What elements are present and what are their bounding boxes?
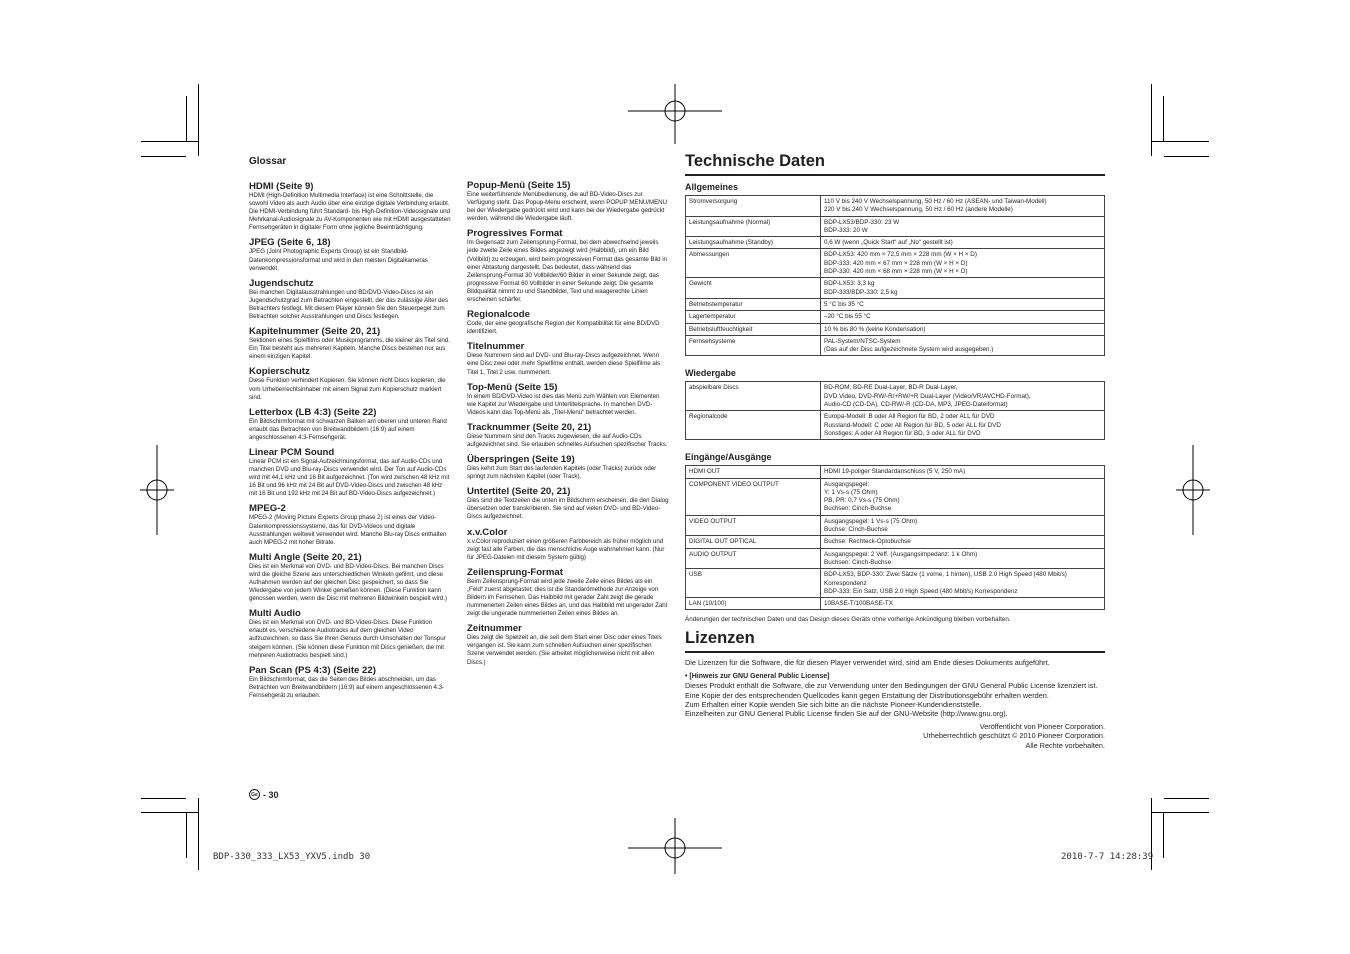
spec-label: Fernsehsysteme: [686, 335, 821, 356]
spec-row: [686, 249, 1105, 278]
glossary-entry: [249, 447, 451, 498]
glossary-entry: [467, 382, 669, 417]
glossary-term: Kapitelnummer (Seite 20, 21): [249, 326, 381, 338]
glossary-definition: Bei manchen Digitalausstrahlungen und BD/DVD-Video-Discs ist ein Jugendschutzgrad zum Betrachten eingestellt, der das zulässige Alter des Betrachters festlegt. Mit diesem Player können Sie den Steuerpegel zum Betrachten solcher Ausstrahlungen und Discs festlegen.: [249, 288, 448, 321]
spec-value: Ausgangspegel: 2 Veff. (Ausgangsimpedanz: 1 k Ohm) Buchsen: Cinch-Buchse: [821, 548, 1105, 569]
spec-label: Gewicht: [686, 278, 821, 299]
glossary-term: Progressives Format: [467, 228, 563, 240]
glossary-term: Überspringen (Seite 19): [467, 454, 575, 466]
spec-row: [686, 536, 1105, 548]
spec-label: HDMI OUT: [686, 466, 821, 478]
spec-row: [686, 278, 1105, 299]
language-badge-icon: Ge: [249, 789, 260, 800]
registration-mark: [140, 445, 174, 535]
gpl-heading: • [Hinweis zur GNU General Public License]: [685, 672, 830, 680]
spec-label: VIDEO OUTPUT: [686, 515, 821, 536]
glossary-definition: Dies ist ein Merkmal von DVD- und BD-Video-Discs. Diese Funktion erlaubt es, verschiedene Audiotracks auf dem gleichen Video aufzuzeichnen, so dass Sie Ihren Genuss durch Umschalten der Tonspur steigern können. (Sie können diese Funktion mit Discs genießen, die mit mehreren Audiotracks bespielt sind.): [249, 619, 446, 659]
glossary-definition: Code, der eine geografische Region der Kompatibilität für eine BD/DVD identifiziert.: [467, 320, 660, 336]
wiedergabe-table: [685, 381, 1105, 440]
glossary-definition: Ein Bildschirmformat, das die Seiten des Bildes abschneiden, um das Betrachten von Breitwandbildern (16:9) auf einem angeschlossenen 4:3-Fernsehgerät zu erlauben.: [249, 675, 445, 699]
glossary-term: Multi Angle (Seite 20, 21): [249, 551, 362, 563]
gpl-paragraph-1: Dieses Produkt enthält die Software, die zur Verwendung unter den Bedingungen der GNU General Public License lizenziert ist. Eine Kopie der des entsprechenden Quellcodes kann gegen Erstattung der Distributionsgebühr erhalten werden.: [685, 681, 1098, 700]
glossary-entry: [467, 623, 669, 666]
glossary-term: Titelnummer: [467, 341, 525, 353]
glossary-definition: Linear PCM ist ein Signal-Aufzeichnungsformat, das auf Audio-CDs und manchen DVD und Blu-ray-Discs verwendet wird. Der Ton auf Audio-CDs wird mit 44,1 kHz und 16 Bit aufgezeichnet. (Ton wird zwischen 48 kHz mit 16 Bit und 96 kHz mit 24 Bit auf DVD-Video-Discs und zwischen 48 kHz mit 16 Bit und 192 kHz mit 24 Bit auf BD-Video-Discs aufgezeichnet.): [249, 457, 450, 498]
spec-row: [686, 466, 1105, 478]
spec-value: BDP-LX53/BDP-330: 23 W BDP-333: 20 W: [821, 216, 1105, 237]
glossary-definition: Dies sind die Textzeilen die unten im Bildschirm erscheinen, die den Dialog übersetzen oder transkribieren. Sie sind auf vielen DVD- und BD-Video-Discs aufgezeichnet.: [467, 497, 669, 521]
glossary-term: Linear PCM Sound: [249, 446, 335, 458]
glossary-definition: MPEG-2 (Moving Picture Experts Group phase 2) ist eines der Video-Datenkompressionssysteme, das für DVD-Videos und digitale Ausstrahlungen weltweit verwendet wird. Manche Blu-ray Discs enthalten auch MPEG-2 mit hoher Bitrate.: [249, 514, 447, 546]
glossary-definition: x.v.Color reproduziert einen größeren Farbbereich als früher möglich und zeigt fast alle Farben, die das menschliche Auge wahrnehmen kann. (Nur für JPEG-Dateien mit diesem System gültig): [467, 537, 665, 561]
spec-label: Leistungsaufnahme (Standby): [686, 237, 821, 249]
spec-row: [686, 382, 1105, 411]
crop-mark: [186, 96, 187, 142]
spec-label: Abmessungen: [686, 249, 821, 278]
spec-value: –20 °C bis 55 °C: [821, 311, 1105, 323]
glossary-entry: [467, 341, 669, 376]
wiedergabe-heading: Wiedergabe: [685, 368, 736, 379]
glossary-definition: Ein Bildschirmformat mit schwarzen Balken am oberen und unteren Rand erlaubt das Betrachten von Breitwandbildern (16:9) auf einem angeschlossenen 4:3-Fernsehgerät.: [249, 417, 447, 441]
specs-title: Technische Daten: [685, 150, 1105, 176]
glossary-definition: In einem BD/DVD-Video ist dies das Menü zum Wählen von Elementen wie Kapitel zur Wiedergabe und Untertitelsprache. In manchen DVD-Videos kann das Top-Menü als „Titel-Menü“ betrachtet werden.: [467, 392, 660, 416]
glossary-entry: [249, 407, 451, 442]
page-number-text: - 30: [263, 789, 279, 800]
page-number: [249, 789, 279, 800]
glossary-entry: [467, 486, 669, 521]
spec-row: [686, 311, 1105, 323]
glossary-definition: Beim Zeilensprung-Format wird jede zweite Zeile eines Bildes als ein „Feld“ zuerst abgetastet; dies ist die Standardmethode zur Anzeige von Bildern im Fernsehen. Das Halbbild mit gerader Zahl zeigt die gerade nummerierten Zeilen eines Bildes an, und das Halbbild mit ungerader Zahl zeigt die ungerade nummerierten Zeilen eines Bildes an.: [467, 577, 668, 618]
crop-mark: [1164, 798, 1209, 799]
spec-row: [686, 515, 1105, 536]
glossary-term: Pan Scan (PS 4:3) (Seite 22): [249, 664, 376, 676]
crop-mark: [141, 798, 186, 799]
crop-mark: [198, 84, 199, 156]
glossary-term: Letterbox (LB 4:3) (Seite 22): [249, 406, 377, 418]
glossary-term: Tracknummer (Seite 20, 21): [467, 421, 592, 433]
spec-value: Ausgangspegel: 1 Vs-s (75 Ohm) Buchse: Cinch-Buchse: [821, 515, 1105, 536]
gpl-paragraph-3: Einzelheiten zur GNU General Public License finden Sie auf der GNU-Website (http://www.gnu.org).: [685, 709, 1008, 719]
spec-value: 110 V bis 240 V Wechselspannung, 50 Hz / 60 Hz (ASEAN- und Taiwan-Modell) 220 V bis 240 V Wechselspannung, 50 Hz / 60 Hz (andere Modelle): [821, 196, 1105, 217]
spec-value: BDP-LX53: 3,3 kg BDP-333/BDP-330: 2,5 kg: [821, 278, 1105, 299]
registration-mark: [628, 84, 722, 144]
crop-mark: [1163, 96, 1164, 142]
crop-mark: [141, 141, 199, 142]
spec-row: [686, 569, 1105, 598]
glossary-entry: [467, 309, 669, 336]
glossary-title: Glossar: [249, 156, 287, 167]
glossary-entry: [249, 366, 451, 401]
licenses-body: [685, 658, 1105, 750]
footer-file: BDP-330_333_LX53_YXV5.indb 30: [213, 852, 371, 862]
spec-label: Regionalcode: [686, 411, 821, 440]
allgemeines-table: [685, 195, 1105, 356]
spec-value: 10BASE-T/100BASE-TX: [821, 598, 1105, 610]
glossary-entry: [249, 665, 451, 700]
specs-note: Änderungen der technischen Daten und das Design dieses Geräts ohne vorherige Ankündigung bleiben vorbehalten.: [685, 616, 1011, 624]
spec-label: USB: [686, 569, 821, 598]
spec-value: BDP-LX53: 420 mm × 72,5 mm × 228 mm (W × H × D) BDP-333: 420 mm × 67 mm × 228 mm (W × H × D) BDP-330: 420 mm × 68 mm × 228 mm (W × H × D): [821, 249, 1105, 278]
glossary-term: Jugendschutz: [249, 277, 314, 289]
glossary-term: Untertitel (Seite 20, 21): [467, 486, 571, 498]
spec-row: [686, 298, 1105, 310]
glossary-entry: [249, 608, 451, 659]
glossary-term: HDMI (Seite 9): [249, 181, 314, 192]
spec-value: Buchse: Rechteck-Optobuchse: [821, 536, 1105, 548]
eingaenge-table: [685, 465, 1105, 610]
spec-label: AUDIO OUTPUT: [686, 548, 821, 569]
registration-mark: [1176, 445, 1210, 535]
registration-mark: [628, 818, 722, 874]
crop-mark: [141, 156, 186, 157]
spec-row: [686, 216, 1105, 237]
crop-mark: [1164, 156, 1209, 157]
glossary-column-2: [467, 180, 669, 672]
crop-mark: [1151, 812, 1209, 813]
publisher-line: Veröffentlicht von Pioneer Corporation.: [979, 721, 1105, 731]
spec-label: COMPONENT VIDEO OUTPUT: [686, 478, 821, 515]
spec-value: PAL-System/NTSC-System (Das auf der Disc aufgezeichnete System wird ausgegeben.): [821, 335, 1105, 356]
glossary-entry: [467, 527, 669, 562]
glossary-entry: [249, 552, 451, 603]
glossary-term: Multi Audio: [249, 608, 301, 620]
glossary-term: Zeitnummer: [467, 623, 522, 635]
glossary-term: Zeilensprung-Format: [467, 566, 563, 578]
spec-row: [686, 411, 1105, 440]
glossary-definition: Eine weiterführende Menübedienung, die auf BD-Video-Discs zur Verfügung steht. Das Popup-Menu erscheint, wenn POPUP MENU/MENU bei der Wiedergabe gedrückt wird und kann bei der Wiedergabe gedrückt werden, während die Wiedergabe läuft.: [467, 191, 667, 223]
spec-label: Stromversorgung: [686, 196, 821, 217]
spec-label: abspielbare Discs: [686, 382, 821, 411]
spec-label: Betriebstemperatur: [686, 298, 821, 310]
crop-mark: [198, 798, 199, 870]
spec-row: [686, 335, 1105, 356]
eingaenge-heading: Eingänge/Ausgänge: [685, 452, 772, 463]
spec-value: BDP-LX53, BDP-330: Zwei Sätze (1 vorne, 1 hinten), USB 2.0 High Speed (480 Mbit/s) Korrespondenz BDP-333: Ein Satz, USB 2.0 High Speed (480 Mbit/s) Korrespondenz: [821, 569, 1105, 598]
allgemeines-heading: Allgemeines: [685, 182, 739, 192]
glossary-entry: [249, 181, 451, 232]
glossary-definition: Diese Nummern sind den Tracks zugewiesen, die auf Audio-CDs aufgezeichnet sind. Sie erlauben schnelles Aufsuchen spezifischer Tracks.: [467, 432, 668, 448]
glossary-definition: Diese Nummern sind auf DVD- und Blu-ray-Discs aufgezeichnet. Wenn eine Disc zwei oder mehr Spielfilme enthält, werden diese Spielfilme als Titel 1, Titel 2 usw. nummeriert.: [467, 352, 661, 376]
spec-value: BD-ROM, BD-RE Dual-Layer, BD-R Dual-Layer, DVD Video, DVD-RW/-R/+RW/+R Dual-Layer (Video/VR/AVCHD-Format), Audio-CD (CD-DA), CD-RW/-R (CD-DA, MP3, JPEG-Dateiformat): [821, 382, 1105, 411]
glossary-term: x.v.Color: [467, 526, 508, 538]
spec-row: [686, 323, 1105, 335]
glossary-entry: [249, 278, 451, 321]
copyright-line: Urheberrechtlich geschützt © 2010 Pioneer Corporation.: [923, 731, 1105, 741]
glossary-column-1: [249, 156, 451, 705]
spec-value: Ausgangspegel: Y: 1 Vs-s (75 Ohm) PB, PR: 0,7 Vs-s (75 Ohm) Buchsen: Cinch-Buchse: [821, 478, 1105, 515]
spec-row: [686, 237, 1105, 249]
spec-label: Lagertemperatur: [686, 311, 821, 323]
glossary-term: Kopierschutz: [249, 366, 310, 378]
glossary-term: JPEG (Seite 6, 18): [249, 237, 331, 249]
spec-value: 0,6 W (wenn „Quick Start“ auf „No“ gestellt ist): [821, 237, 1105, 249]
glossary-definition: Sektionen eines Spielfilms oder Musikprogramms, die kleiner als Titel sind. Ein Titel besteht aus mehreren Kapiteln. Manche Discs bestehen nur aus einem einzigen Kapitel.: [249, 337, 450, 361]
glossary-definition: JPEG (Joint Photographic Experts Group) ist ein Standbild-Datenkompressionsformat und wird in den meisten Digitalkameras verwendet.: [249, 248, 428, 272]
glossary-entry: [249, 503, 451, 546]
gpl-paragraph-2: Zum Erhalten einer Kopie wenden Sie sich bitte an die nächste Pioneer-Kundendienststelle.: [685, 700, 982, 710]
spec-value: HDMI 19-poliger Standardanschluss (5 V, 250 mA): [821, 466, 1105, 478]
spec-label: DIGITAL OUT OPTICAL: [686, 536, 821, 548]
spec-label: Leistungsaufnahme (Normal): [686, 216, 821, 237]
spec-row: [686, 196, 1105, 217]
glossary-definition: Im Gegensatz zum Zeilensprung-Format, bei dem abwechselnd jeweils jede zweite Zeile eines Bildes angezeigt wird (Halbbild), um ein Bild (Vollbild) zu erzeugen, wird beim progressiven Format das gesamte Bild in einer Abtastung dargestellt. Das bedeutet, dass während das Zeilensprung-Format 30 Vollbilder/60 Bilder in einer Sekunde zeigt, das progressive Format 60 Vollbilder in einer Sekunde zeigt. Die gesamte Bildqualität nimmt zu und Standbilder, Text und waagerechte Linien erscheinen schärfer.: [467, 239, 667, 304]
glossary-entry: [249, 237, 451, 272]
spec-value: 5 °C bis 35 °C: [821, 298, 1105, 310]
spec-row: [686, 548, 1105, 569]
spec-row: [686, 598, 1105, 610]
glossary-entry: [249, 326, 451, 361]
rights-line: Alle Rechte vorbehalten.: [1025, 740, 1105, 750]
crop-mark: [141, 812, 199, 813]
glossary-term: Top-Menü (Seite 15): [467, 381, 558, 393]
specs-section: [685, 150, 1105, 750]
glossary-term: Regionalcode: [467, 309, 530, 321]
licenses-intro: Die Lizenzen für die Software, die für diesen Player verwendet wird, sind am Ende dieses Dokuments aufgeführt.: [685, 658, 1050, 668]
glossary-definition: Dies kehrt zum Start des laufenden Kapitels (oder Tracks) zurück oder springt zum nächsten Kapitel (oder Track).: [467, 465, 657, 481]
crop-mark: [1151, 141, 1209, 142]
crop-mark: [1151, 84, 1152, 156]
glossary-term: MPEG-2: [249, 503, 286, 515]
glossary-entry: [467, 180, 669, 223]
crop-mark: [1163, 812, 1164, 858]
footer-datetime: 2010-7-7 14:28:39: [1061, 852, 1154, 862]
spec-value: Europa-Modell: B oder All Region für BD, 2 oder ALL für DVD Russland-Modell: C oder All Region für BD, 5 oder ALL für DVD Sonstiges: A oder All Region für BD, 3 oder ALL für DVD: [821, 411, 1105, 440]
glossary-definition: Dies zeigt die Spielzeit an, die seit dem Start einer Disc oder eines Titels vergangen ist. Sie kann zum schnellen Aufsuchen einer spezifischen Szene verwendet werden. (Sie arbeitet möglicherweise nicht mit allen Discs.): [467, 634, 662, 666]
spec-label: Betriebsluftfeuchtigkeit: [686, 323, 821, 335]
glossary-entry: [467, 454, 669, 481]
glossary-term: Popup-Menü (Seite 15): [467, 180, 571, 191]
glossary-definition: HDMI (High-Definition Multimedia Interface) ist eine Schnittstelle, die sowohl Video als auch Audio über eine einzige digitale Verbindung erlaubt. Die HDMI-Verbindung führt Standard- bis High-Definition-Videosignale und Mehrkanal-Audiosignale zu AV-Komponenten wie mit HDMI ausgestatteten Fernsehgeräten in digitaler Form ohne jegliche Beeinträchtigung.: [249, 192, 451, 232]
glossary-entry: [467, 422, 669, 449]
crop-mark: [186, 812, 187, 858]
licenses-title: Lizenzen: [685, 627, 1105, 653]
glossary-definition: Dies ist ein Merkmal von DVD- und BD-Video-Discs. Bei manchen Discs wird die gleiche Szene aus unterschiedlichen Winkeln gefilmt, und diese Aufnahmen werden auf der gleichen Disc gespeichert, so dass Sie Wiedergabe von jedem Winkel genießen können. (Diese Funktion kann genossen werden, wenn die Disc mit mehreren Bildwinkeln bespielt wird.): [249, 562, 447, 603]
spec-value: 10 % bis 80 % (keine Kondensation): [821, 323, 1105, 335]
glossary-entry: [467, 228, 669, 304]
spec-label: LAN (10/100): [686, 598, 821, 610]
glossary-definition: Diese Funktion verhindert Kopieren. Sie können nicht Discs kopieren, die vom Urheberrechtsinhaber mit einem Signal zum Kopierschutz markiert sind.: [249, 377, 446, 401]
glossary-entry: [467, 567, 669, 618]
spec-row: [686, 478, 1105, 515]
